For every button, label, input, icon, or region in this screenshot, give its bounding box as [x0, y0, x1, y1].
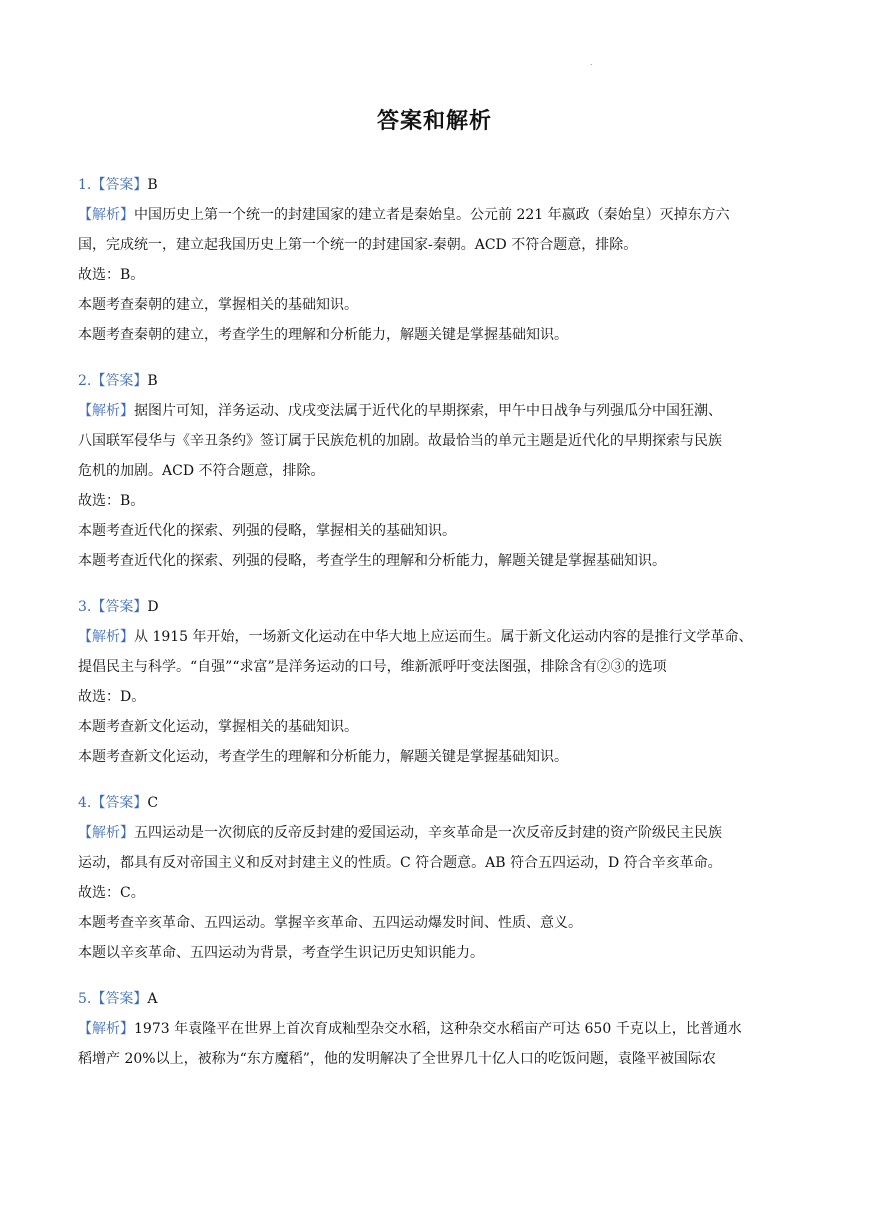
- analysis-line: [78, 396, 794, 426]
- page-title: 答案和解析: [376, 109, 492, 134]
- answer-value: B: [147, 373, 158, 389]
- question-number: 2.: [78, 373, 92, 389]
- answer-line: [78, 592, 794, 622]
- answer-label: 【答案】: [91, 991, 148, 1007]
- answer-value: C: [147, 795, 159, 811]
- analysis-text: 五四运动是一次彻底的反帝反封建的爱国运动，辛亥革命是一次反帝反封建的资产阶级民主民族: [134, 825, 722, 841]
- analysis-line: 稻增产 20%以上，被称为“东方魔稻”，他的发明解决了全世界几十亿人口的吃饭问题，袁隆平被国际农: [78, 1051, 716, 1067]
- analysis-line: [78, 818, 794, 848]
- analysis-text: 1973 年袁隆平在世界上首次育成籼型杂交水稻，这种杂交水稻亩产可达 650 千克以上，比普通水: [134, 1021, 742, 1037]
- answer-label: 【答案】: [91, 177, 148, 193]
- note-line: 本题考查近代化的探索、列强的侵略，考查学生的理解和分析能力，解题关键是掌握基础知识。: [78, 553, 666, 569]
- analysis-text: 从 1915 年开始，一场新文化运动在中华大地上应运而生。属于新文化运动内容的是推行文学革命、: [134, 629, 753, 645]
- question-number: 3.: [78, 599, 92, 615]
- note-line: 本题考查辛亥革命、五四运动。掌握辛亥革命、五四运动爆发时间、性质、意义。: [78, 915, 582, 931]
- question-block: [78, 788, 794, 968]
- analysis-label: 【解析】: [78, 403, 134, 419]
- conclusion-line: 故选：C。: [78, 885, 145, 901]
- question-number: 4.: [78, 795, 92, 811]
- answer-line: [78, 984, 794, 1014]
- answer-line: [78, 170, 794, 200]
- analysis-line: [78, 1014, 794, 1044]
- note-line: 本题考查秦朝的建立，掌握相关的基础知识。: [78, 297, 358, 313]
- answer-line: [78, 788, 794, 818]
- answer-value: D: [147, 599, 159, 615]
- analysis-line: [78, 622, 794, 652]
- note-line: 本题以辛亥革命、五四运动为背景，考查学生识记历史知识能力。: [78, 945, 484, 961]
- analysis-label: 【解析】: [78, 207, 134, 223]
- question-block: [78, 592, 794, 772]
- answer-line: [78, 366, 794, 396]
- note-line: 本题考查近代化的探索、列强的侵略，掌握相关的基础知识。: [78, 523, 456, 539]
- conclusion-line: 故选：B。: [78, 493, 145, 509]
- question-number: 5.: [78, 991, 92, 1007]
- analysis-text: 据图片可知，洋务运动、戊戌变法属于近代化的早期探索，甲午中日战争与列强瓜分中国狂潮、: [134, 403, 722, 419]
- note-line: 本题考查新文化运动，掌握相关的基础知识。: [78, 719, 358, 735]
- answer-list: [78, 170, 794, 1090]
- answer-label: 【答案】: [91, 373, 148, 389]
- analysis-line: 运动，都具有反对帝国主义和反对封建主义的性质。C 符合题意。AB 符合五四运动，D 符合辛亥革命。: [78, 855, 722, 871]
- answer-label: 【答案】: [91, 599, 148, 615]
- analysis-line: [78, 200, 794, 230]
- analysis-line: 提倡民主与科学。“自强”“求富”是洋务运动的口号，维新派呼吁变法图强，排除含有②③的选项: [78, 659, 667, 675]
- conclusion-line: 故选：B。: [78, 267, 145, 283]
- analysis-line: 八国联军侵华与《辛丑条约》签订属于民族危机的加剧。故最恰当的单元主题是近代化的早期探索与民族: [78, 433, 722, 449]
- note-line: 本题考查秦朝的建立，考查学生的理解和分析能力，解题关键是掌握基础知识。: [78, 327, 568, 343]
- analysis-line: 国，完成统一，建立起我国历史上第一个统一的封建国家-秦朝。ACD 不符合题意，排除。: [78, 237, 638, 253]
- page-marker: .: [590, 58, 593, 67]
- answer-value: B: [147, 177, 158, 193]
- answer-value: A: [147, 991, 158, 1007]
- analysis-text: 中国历史上第一个统一的封建国家的建立者是秦始皇。公元前 221 年嬴政（秦始皇）灭掉东方六: [134, 207, 730, 223]
- question-block: [78, 366, 794, 576]
- analysis-label: 【解析】: [78, 629, 134, 645]
- question-block: [78, 984, 794, 1074]
- analysis-line: 危机的加剧。ACD 不符合题意，排除。: [78, 463, 325, 479]
- note-line: 本题考查新文化运动，考查学生的理解和分析能力，解题关键是掌握基础知识。: [78, 749, 568, 765]
- conclusion-line: 故选：D。: [78, 689, 146, 705]
- question-block: [78, 170, 794, 350]
- analysis-label: 【解析】: [78, 825, 134, 841]
- answer-label: 【答案】: [91, 795, 148, 811]
- question-number: 1.: [78, 177, 92, 193]
- analysis-label: 【解析】: [78, 1021, 134, 1037]
